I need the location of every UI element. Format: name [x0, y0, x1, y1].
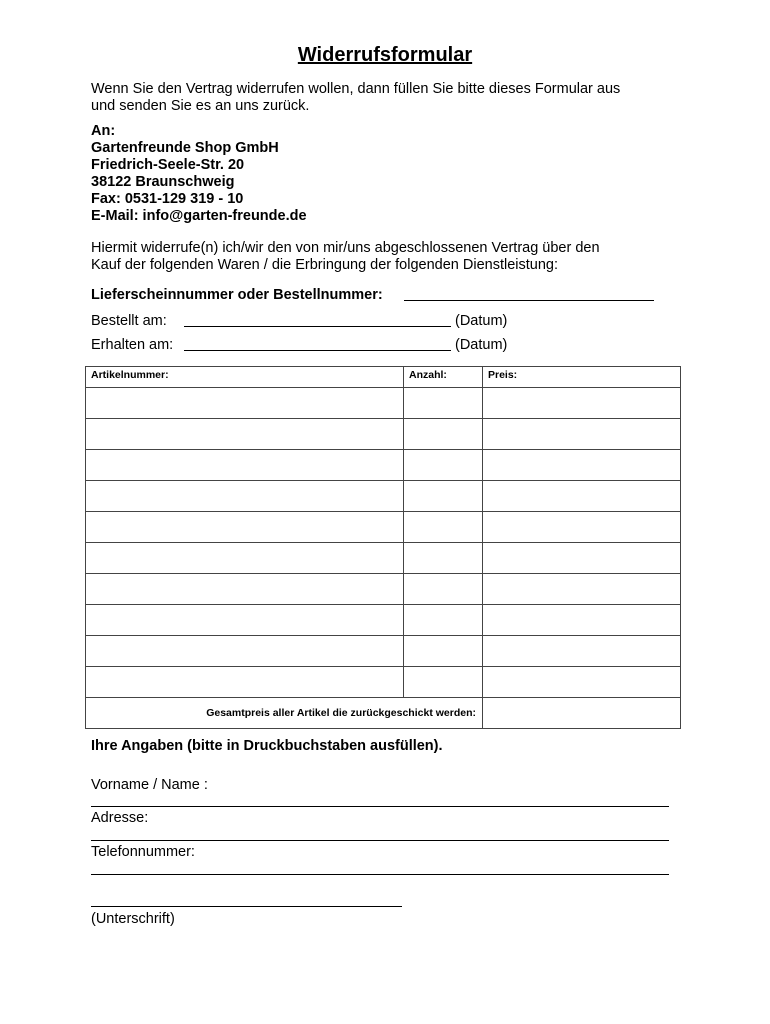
price-cell[interactable] — [483, 605, 681, 636]
total-label: Gesamtpreis aller Artikel die zurückgeschickt werden: — [86, 698, 483, 729]
received-date-suffix: (Datum) — [455, 337, 508, 353]
received-label: Erhalten am: — [91, 337, 174, 353]
header-quantity: Anzahl: — [404, 367, 483, 388]
article-cell[interactable] — [86, 388, 404, 419]
address-field[interactable] — [91, 840, 669, 841]
statement-line-2: Kauf der folgenden Waren / die Erbringung der folgenden Dienstleistung: — [91, 257, 558, 273]
table-row — [86, 450, 681, 481]
intro-line-1: Wenn Sie den Vertrag widerrufen wollen, dann füllen Sie bitte dieses Formular aus — [91, 81, 621, 97]
intro-line-2: und senden Sie es an uns zurück. — [91, 98, 310, 114]
quantity-cell[interactable] — [404, 605, 483, 636]
table-row — [86, 667, 681, 698]
quantity-cell[interactable] — [404, 636, 483, 667]
table-row — [86, 419, 681, 450]
statement-line-1: Hiermit widerrufe(n) ich/wir den von mir/uns abgeschlossenen Vertrag über den — [91, 240, 600, 256]
address-fax: Fax: 0531-129 319 - 10 — [91, 191, 244, 207]
price-cell[interactable] — [483, 419, 681, 450]
quantity-cell[interactable] — [404, 574, 483, 605]
items-table — [85, 366, 681, 729]
article-cell[interactable] — [86, 512, 404, 543]
article-cell[interactable] — [86, 667, 404, 698]
article-cell[interactable] — [86, 574, 404, 605]
table-row — [86, 512, 681, 543]
total-price-cell[interactable] — [483, 698, 681, 729]
name-label: Vorname / Name : — [91, 777, 208, 793]
price-cell[interactable] — [483, 450, 681, 481]
address-label: An: — [91, 123, 116, 139]
recipient-address — [91, 123, 307, 225]
order-number-label: Lieferscheinnummer oder Bestellnummer: — [91, 287, 383, 303]
quantity-cell[interactable] — [404, 481, 483, 512]
article-cell[interactable] — [86, 636, 404, 667]
details-heading: Ihre Angaben (bitte in Druckbuchstaben ausfüllen). — [91, 738, 443, 754]
address-email: E-Mail: info@garten-freunde.de — [91, 208, 307, 224]
table-header-row — [86, 367, 681, 388]
quantity-cell[interactable] — [404, 450, 483, 481]
ordered-date-suffix: (Datum) — [455, 313, 508, 329]
article-cell[interactable] — [86, 419, 404, 450]
header-article-number: Artikelnummer: — [86, 367, 404, 388]
article-cell[interactable] — [86, 481, 404, 512]
price-cell[interactable] — [483, 543, 681, 574]
address-city: 38122 Braunschweig — [91, 174, 235, 190]
signature-line[interactable] — [91, 906, 402, 907]
price-cell[interactable] — [483, 574, 681, 605]
signature-label: (Unterschrift) — [91, 911, 175, 927]
order-number-field[interactable] — [404, 300, 654, 301]
header-price: Preis: — [483, 367, 681, 388]
received-date-field[interactable] — [184, 350, 451, 351]
phone-label: Telefonnummer: — [91, 844, 195, 860]
article-cell[interactable] — [86, 543, 404, 574]
intro-text — [91, 81, 620, 115]
article-cell[interactable] — [86, 450, 404, 481]
name-field[interactable] — [91, 806, 669, 807]
table-row — [86, 543, 681, 574]
table-row — [86, 605, 681, 636]
quantity-cell[interactable] — [404, 543, 483, 574]
page-title: Widerrufsformular — [297, 44, 473, 66]
address-company: Gartenfreunde Shop GmbH — [91, 140, 279, 156]
table-row — [86, 574, 681, 605]
price-cell[interactable] — [483, 636, 681, 667]
ordered-date-field[interactable] — [184, 326, 451, 327]
table-total-row — [86, 698, 681, 729]
table-row — [86, 388, 681, 419]
price-cell[interactable] — [483, 388, 681, 419]
quantity-cell[interactable] — [404, 667, 483, 698]
quantity-cell[interactable] — [404, 512, 483, 543]
ordered-label: Bestellt am: — [91, 313, 167, 329]
price-cell[interactable] — [483, 667, 681, 698]
article-cell[interactable] — [86, 605, 404, 636]
table-row — [86, 636, 681, 667]
quantity-cell[interactable] — [404, 388, 483, 419]
price-cell[interactable] — [483, 481, 681, 512]
table-row — [86, 481, 681, 512]
address-field-label: Adresse: — [91, 810, 149, 826]
address-street: Friedrich-Seele-Str. 20 — [91, 157, 245, 173]
price-cell[interactable] — [483, 512, 681, 543]
quantity-cell[interactable] — [404, 419, 483, 450]
phone-field[interactable] — [91, 874, 669, 875]
statement-text — [91, 240, 600, 274]
